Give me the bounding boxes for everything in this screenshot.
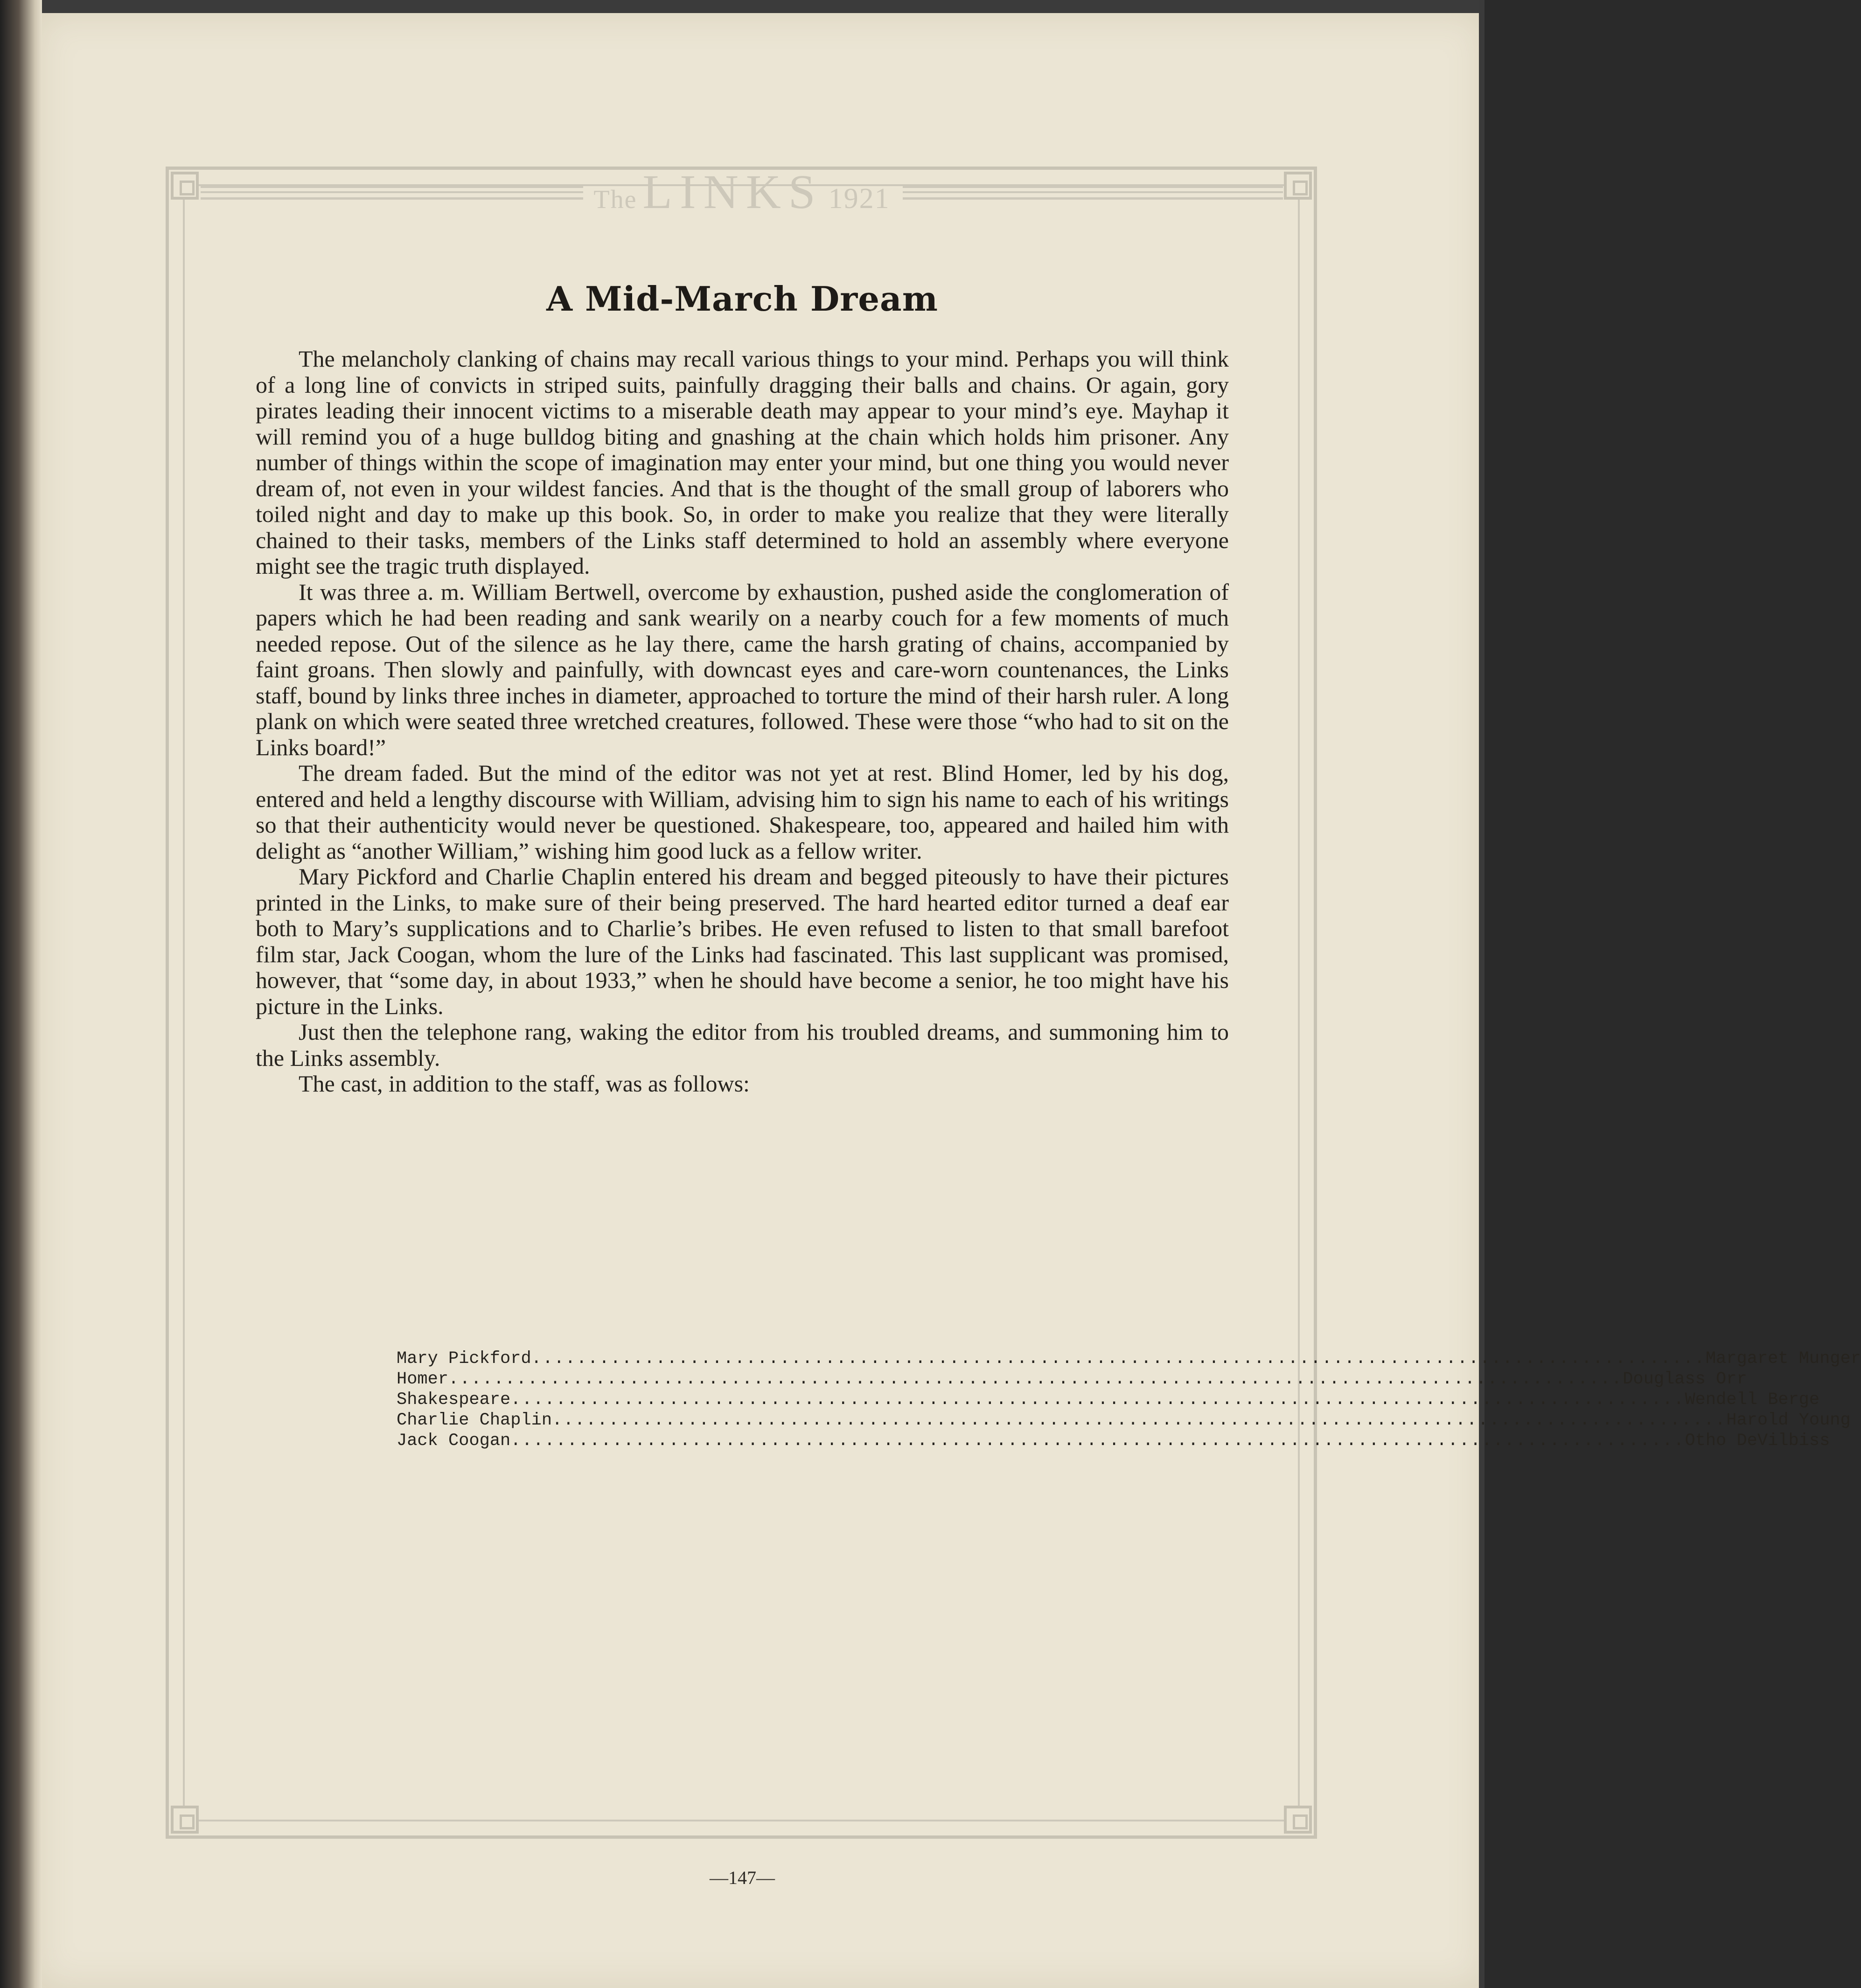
paragraph: Just then the telephone rang, waking the editor from his troubled dreams, and summoning him to the Links assembly. — [256, 1019, 1229, 1071]
cast-actor: Harold Young — [1726, 1411, 1851, 1430]
frame-corner-ornament — [1284, 1806, 1312, 1834]
cast-row — [397, 1369, 1747, 1390]
frame-corner-ornament — [1284, 172, 1312, 200]
running-head-the: The — [593, 185, 637, 214]
paragraph: The dream faded. But the mind of the editor was not yet at rest. Blind Homer, led by his dog, entered and held a lengthy discourse with William, advising him to sign his name to each of his writings so that their authenticity would never be questioned. Shakespeare, too, appeared and hailed him with delight as “another William,” wishing him good luck as a fellow writer. — [256, 760, 1229, 864]
cast-row — [397, 1390, 1820, 1410]
cast-role: Mary Pickford — [397, 1349, 531, 1369]
paragraph: It was three a. m. William Bertwell, overcome by exhaustion, pushed aside the conglomeration of papers which he had been reading and sank wearily on a nearby couch for a few moments of much needed repose. Out of the silence as he lay there, came the harsh grating of chains, accompanied by faint groans. Then slowly and painfully, with downcast eyes and care-worn countenances, the Links staff, bound by links three inches in diameter, approached to torture the mind of their harsh ruler. A long plank on which were seated three wretched creatures, followed. These were those “who had to sit on the Links board!” — [256, 578, 1229, 760]
dot-leader: ........................................................................................................ — [531, 1349, 1706, 1369]
book-right-edge — [1479, 0, 1485, 1988]
running-head-year: 1921 — [828, 183, 890, 215]
cast-row — [397, 1431, 1830, 1451]
cast-actor: Douglass Orr — [1623, 1369, 1747, 1389]
cast-role: Charlie Chaplin — [397, 1411, 552, 1430]
cast-actor: Margaret Munger — [1705, 1349, 1861, 1369]
header-rule-right — [903, 186, 1283, 200]
header-rule-left — [201, 186, 583, 200]
paragraph: The melancholy clanking of chains may recall various things to your mind. Perhaps you will think of a long line of convicts in striped suits, painfully dragging their balls and chains. Or again, gory pirates leading their innocent victims to a miserable death may appear to your mind’s eye. Mayhap it will remind you of a huge bulldog biting and gnashing at the chain which holds him prisoner. Any number of things within the scope of imagination may enter your mind, but one thing you would never dream of, not even in your wildest fancies. And that is the thought of the small group of laborers who toiled night and day to make up this book. So, in order to make you realize that they were literally chained to their tasks, members of the Links staff determined to hold an assembly where everyone might see the tragic truth displayed. — [256, 346, 1229, 579]
running-head — [574, 164, 910, 220]
paragraph: Mary Pickford and Charlie Chaplin entered his dream and begged piteously to have their pictures printed in the Links, to make sure of their being preserved. The hard hearted editor turned a deaf ear both to Mary’s supplications and to Charlie’s bribes. He even refused to listen to that small barefoot film star, Jack Coogan, whom the lure of the Links had fascinated. This last supplicant was promised, however, that “some day, in about 1933,” when he should have become a senior, he too might have his picture in the Links. — [256, 863, 1229, 1019]
frame-corner-ornament — [171, 1806, 199, 1834]
book-spine — [0, 0, 42, 1988]
paragraph: The cast, in addition to the staff, was as follows: — [299, 1070, 750, 1097]
cast-list — [397, 1349, 1861, 1451]
dot-leader: ........................................................................................................ — [510, 1390, 1685, 1410]
running-head-title: LINKS — [642, 165, 823, 219]
dot-leader: ........................................................................................................ — [448, 1369, 1623, 1389]
cast-role: Jack Coogan — [397, 1431, 511, 1451]
dot-leader: ........................................................................................................ — [510, 1431, 1685, 1451]
frame-corner-ornament — [171, 172, 199, 200]
cast-role: Shakespeare — [397, 1390, 511, 1410]
cast-actor: Wendell Berge — [1685, 1390, 1820, 1410]
page-number: —147— — [710, 1867, 775, 1888]
article-title: A Mid-March Dream — [546, 279, 938, 319]
cast-row — [397, 1349, 1861, 1369]
cast-row — [397, 1410, 1851, 1431]
cast-actor: Otho DeVilbiss — [1685, 1431, 1830, 1451]
book-top-edge — [0, 0, 1485, 14]
cast-role: Homer — [397, 1369, 449, 1389]
article-body — [256, 346, 1229, 1097]
dot-leader: ........................................................................................................ — [552, 1411, 1727, 1430]
